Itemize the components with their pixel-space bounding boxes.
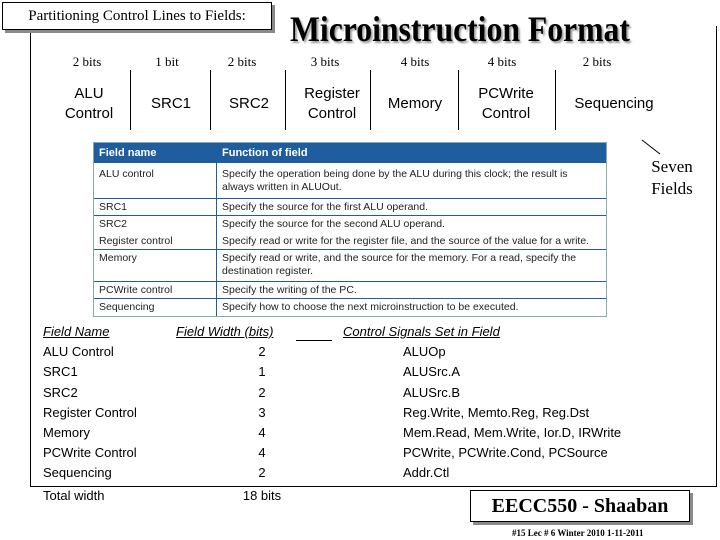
control-signals-header: Control Signals Set in Field (343, 324, 500, 339)
summary-row-name: Sequencing (43, 465, 112, 481)
summary-row-width: 1 (258, 364, 266, 380)
summary-row-width: 4 (258, 425, 266, 441)
summary-row-signals: Mem.Read, Mem.Write, Ior.D, IRWrite (403, 425, 622, 441)
field-src1: SRC1 (150, 95, 191, 112)
page-title: Microinstruction Format (290, 9, 630, 49)
field-pcwrite-control: PCWrite Control (478, 85, 534, 122)
slide-footnote: #15 Lec # 6 Winter 2010 1-11-2011 (512, 528, 644, 538)
field-sequencing: Sequencing (574, 95, 654, 112)
row-divider (94, 198, 606, 199)
table-row-name: SRC2 (99, 218, 128, 230)
summary-row-width: 3 (258, 404, 266, 420)
table-row-name: Sequencing (99, 301, 155, 313)
field-bits-memory: 4 bits (400, 54, 430, 69)
control-signals-column (343, 322, 621, 484)
field-divider (458, 70, 459, 130)
field-divider (285, 70, 286, 130)
field-bits-src2: 2 bits (227, 54, 257, 69)
field-bits-src1: 1 bit (155, 54, 179, 69)
header-underline (296, 340, 332, 341)
field-width-column (176, 322, 348, 484)
summary-row-signals: ALUSrc.B (403, 384, 461, 400)
row-divider (94, 249, 606, 250)
callout-pointer (640, 138, 670, 158)
field-register-control: Register Control (304, 85, 360, 122)
summary-row-signals: PCWrite, PCWrite.Cond, PCSource (403, 445, 608, 461)
table-row-function: Specify read or write for the register file, and the source of the value for a write. (222, 235, 590, 247)
field-src2: SRC2 (228, 95, 269, 112)
summary-row-name: SRC2 (43, 384, 78, 400)
seven-fields-label: Seven Fields (651, 157, 693, 198)
summary-row-signals: ALUOp (403, 344, 446, 360)
field-bits-alu-control: 2 bits (72, 54, 102, 69)
summary-row-signals: Addr.Ctl (403, 465, 450, 481)
summary-row-width: 2 (258, 465, 266, 481)
table-row-function: Specify the writing of the PC. (222, 284, 357, 296)
summary-row-name: PCWrite Control (43, 445, 137, 461)
table-header (94, 143, 606, 163)
summary-row-name: Memory (43, 425, 90, 441)
summary-row-signals: Reg.Write, Memto.Reg, Reg.Dst (403, 404, 590, 420)
field-name-column (43, 322, 137, 484)
header-function: Function of field (222, 147, 308, 159)
total-width-value: 18 bits (242, 488, 282, 503)
field-width-header: Field Width (bits) (176, 324, 274, 339)
field-memory: Memory (387, 95, 443, 112)
row-divider (94, 215, 606, 216)
table-row-name: SRC1 (99, 201, 128, 213)
field-name-header: Field Name (43, 324, 110, 339)
summary-row-width: 2 (258, 344, 266, 360)
table-row-function: Specify the source for the second ALU operand. (222, 218, 445, 230)
row-divider (94, 298, 606, 299)
table-row-name: Memory (99, 252, 137, 264)
section-label: Partitioning Control Lines to Fields: (2, 2, 272, 30)
table-row-name: PCWrite control (99, 284, 173, 296)
table-row-function: Specify the source for the first ALU operand. (222, 201, 429, 213)
field-bits-register-control: 3 bits (310, 54, 340, 69)
table-row-function: Specify the operation being done by the ALU during this clock; the result is always written in ALUOut. (222, 168, 568, 193)
field-function-table (93, 142, 607, 317)
field-alu-control: ALU Control (64, 85, 114, 122)
summary-row-name: SRC1 (43, 364, 78, 380)
field-divider (210, 70, 211, 130)
column-divider (216, 143, 217, 316)
summary-row-width: 4 (258, 445, 266, 461)
summary-row-width: 2 (258, 384, 266, 400)
header-field-name: Field name (99, 147, 157, 159)
total-width-label: Total width (43, 488, 105, 503)
course-footer: EECC550 - Shaaban (470, 490, 690, 522)
table-row-name: Register control (99, 235, 173, 247)
table-row-function: Specify how to choose the next microinstruction to be executed. (222, 301, 519, 313)
field-bits-sequencing: 2 bits (582, 54, 612, 69)
summary-row-signals: ALUSrc.A (403, 364, 461, 380)
table-row-name: ALU control (99, 168, 154, 180)
summary-row-name: Register Control (43, 404, 137, 420)
table-row-function: Specify read or write, and the source for the memory. For a read, specify the destination register. (222, 252, 577, 277)
row-divider (94, 281, 606, 282)
field-bits-pcwrite-control: 4 bits (487, 54, 517, 69)
field-divider (555, 70, 556, 130)
field-divider (130, 70, 131, 130)
summary-row-name: ALU Control (43, 344, 114, 360)
